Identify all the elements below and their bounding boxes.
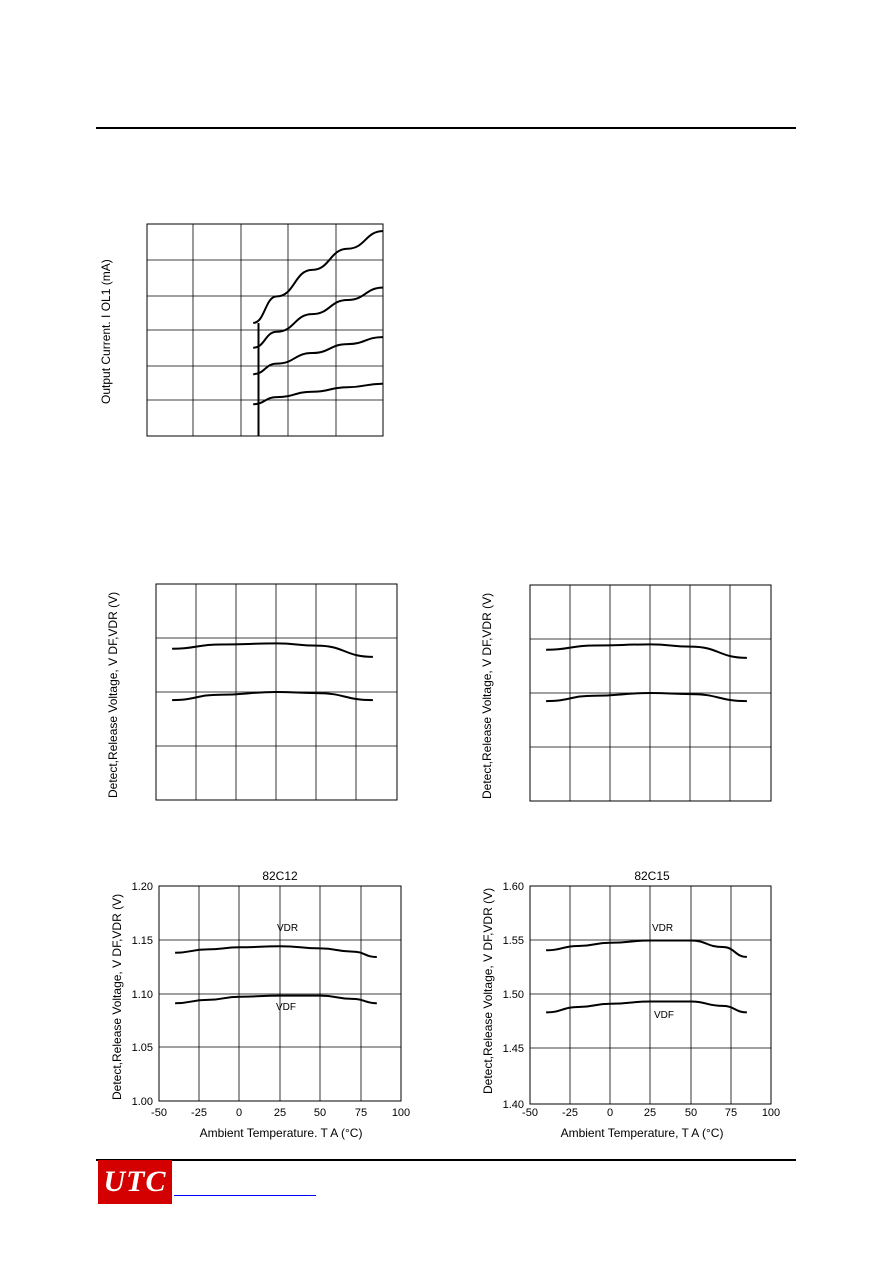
chart-0-series-line-0	[253, 231, 383, 323]
chart-4-series-line-1	[546, 1002, 747, 1013]
x-tick-label: 25	[643, 1107, 657, 1119]
y-axis-label: Detect,Release Voltage, V DF,VDR (V)	[106, 591, 120, 798]
y-tick-label: 1.40	[502, 1099, 524, 1111]
y-tick-label: 1.15	[131, 935, 153, 947]
grid	[530, 886, 771, 1104]
chart-2-series-line-0	[546, 644, 747, 658]
chart-detect-voltage-b	[480, 585, 771, 801]
grid	[159, 886, 401, 1101]
y-tick-label: 1.45	[502, 1043, 524, 1055]
brand-text: UTC	[103, 1165, 167, 1198]
x-tick-label: 75	[724, 1107, 738, 1119]
y-tick-label: 1.50	[502, 989, 524, 1001]
chart-output-current	[99, 224, 383, 436]
x-tick-label: -50	[522, 1107, 538, 1119]
series-label-vdr: VDR	[652, 923, 674, 934]
y-axis-label: Detect,Release Voltage, V DF,VDR (V)	[481, 887, 495, 1094]
series-label-vdf: VDF	[654, 1010, 674, 1021]
x-tick-label: 50	[684, 1107, 698, 1119]
y-tick-label: 1.10	[131, 989, 153, 1001]
x-tick-label: 100	[391, 1107, 411, 1119]
x-tick-labels	[522, 1107, 780, 1119]
chart-detect-voltage-a	[106, 584, 397, 800]
x-axis-label: Ambient Temperature, T A (°C)	[560, 1126, 724, 1140]
chart-0-series-line-3	[253, 384, 383, 405]
y-axis-label: Detect,Release Voltage, V DF,VDR (V)	[110, 893, 124, 1100]
x-tick-label: 25	[273, 1107, 287, 1119]
y-tick-labels	[503, 881, 524, 1111]
x-tick-label: 50	[313, 1107, 327, 1119]
chart-1-series-line-1	[172, 692, 373, 700]
chart-1-series-line-0	[172, 643, 373, 657]
x-tick-label: 0	[235, 1107, 243, 1119]
y-tick-label: 1.20	[131, 881, 153, 893]
chart-2-series-line-1	[546, 693, 747, 701]
series-label-vdr: VDR	[277, 923, 299, 934]
chart-4-series-line-0	[546, 941, 747, 957]
chart-0-series-line-2	[253, 337, 383, 374]
x-tick-label: -25	[562, 1107, 578, 1119]
series-label-vdf: VDF	[276, 1002, 296, 1013]
chart-title: 82C12	[262, 869, 298, 883]
x-tick-label: 75	[354, 1107, 368, 1119]
chart-82c15	[481, 869, 780, 1140]
y-tick-label: 1.00	[131, 1096, 153, 1108]
y-tick-label: 1.05	[131, 1042, 153, 1054]
y-axis-label: Detect,Release Voltage, V DF,VDR (V)	[480, 592, 494, 799]
x-tick-labels	[151, 1107, 410, 1119]
chart-82c12	[110, 869, 410, 1140]
y-tick-label: 1.55	[502, 935, 524, 947]
x-axis-label: Ambient Temperature. T A (°C)	[199, 1126, 363, 1140]
x-tick-label: -25	[191, 1107, 207, 1119]
x-tick-label: 100	[761, 1107, 781, 1119]
chart-title: 82C15	[634, 869, 670, 883]
x-tick-label: 0	[606, 1107, 614, 1119]
y-axis-label: Output Current. I OL1 (mA)	[99, 259, 113, 404]
chart-3-series-line-0	[175, 946, 377, 957]
y-tick-labels	[132, 881, 153, 1108]
grid	[147, 224, 383, 436]
y-tick-label: 1.60	[502, 881, 524, 893]
x-tick-label: -50	[151, 1107, 167, 1119]
